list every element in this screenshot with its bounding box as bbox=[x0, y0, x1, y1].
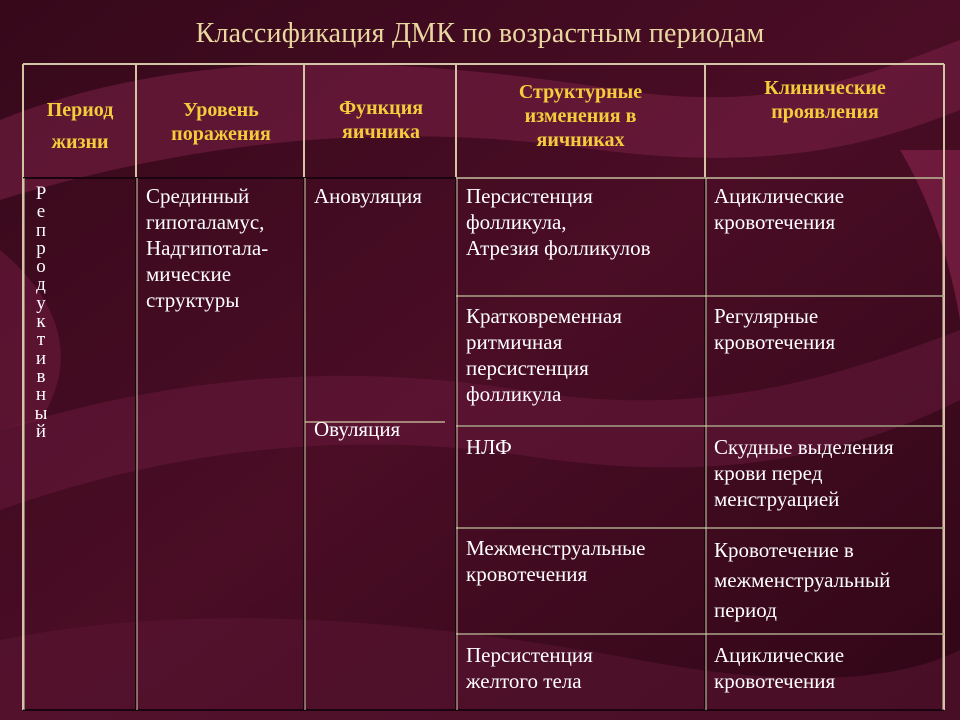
row-2-structural bbox=[466, 303, 702, 407]
row-1-structural bbox=[466, 183, 702, 261]
period-letter: т bbox=[36, 329, 46, 351]
cell-line: кровотечения bbox=[714, 669, 836, 693]
header-structural-line: яичниках bbox=[536, 129, 625, 151]
header-clinical-line: Клинические bbox=[764, 77, 886, 99]
cell-line: период bbox=[714, 598, 777, 622]
header-level-line: Уровень bbox=[183, 99, 259, 121]
function-anovulation: Ановуляция bbox=[314, 184, 422, 208]
cell-line: фолликула, bbox=[466, 210, 567, 234]
row-5-clinical bbox=[714, 642, 942, 694]
header-clinical-line: проявления bbox=[771, 101, 879, 123]
period-letter: й bbox=[35, 420, 47, 442]
period-letter: ы bbox=[34, 402, 48, 424]
period-letter: р bbox=[36, 237, 46, 259]
period-letter: д bbox=[36, 274, 46, 296]
cell-line: желтого тела bbox=[466, 669, 582, 693]
level-line: Надгипотала- bbox=[146, 236, 269, 260]
level-line: гипоталамус, bbox=[146, 210, 265, 234]
period-letter: у bbox=[36, 292, 46, 314]
cell-line: Регулярные bbox=[714, 304, 819, 328]
period-letter: н bbox=[35, 384, 47, 406]
header-period bbox=[26, 94, 134, 158]
period-letter: е bbox=[36, 201, 46, 223]
cell-line: ритмичная bbox=[466, 330, 563, 354]
header-period-line: Период bbox=[46, 99, 114, 121]
level-line: структуры bbox=[146, 288, 240, 312]
cell-line: Кровотечение в bbox=[714, 538, 854, 562]
cell-line: менструацией bbox=[714, 487, 840, 511]
slide-title: Классификация ДМК по возрастным периодам bbox=[195, 18, 765, 49]
cell-line: Ациклические bbox=[714, 643, 845, 667]
header-structural-line: изменения в bbox=[524, 105, 637, 127]
cell-line: Ациклические bbox=[714, 184, 845, 208]
header-clinical bbox=[708, 76, 942, 124]
cell-line: крови перед bbox=[714, 461, 823, 485]
header-structural-line: Структурные bbox=[518, 81, 643, 103]
cell-line: Межменструальные bbox=[466, 536, 646, 560]
header-level bbox=[139, 98, 303, 146]
row-1-clinical bbox=[714, 183, 942, 235]
header-ovary-function-line: яичника bbox=[342, 121, 420, 143]
period-letter: Р bbox=[35, 183, 47, 204]
cell-line: кровотечения bbox=[466, 562, 588, 586]
cell-line: персистенция bbox=[466, 356, 589, 380]
header-structural-changes bbox=[458, 80, 703, 152]
level-value bbox=[146, 183, 302, 313]
period-letter: п bbox=[35, 219, 47, 241]
cell-line: кровотечения bbox=[714, 210, 836, 234]
function-ovulation: Овуляция bbox=[314, 417, 401, 441]
row-4-structural bbox=[466, 535, 702, 587]
row-3-clinical bbox=[714, 434, 942, 512]
row-4-clinical bbox=[714, 535, 942, 625]
cell-line: кровотечения bbox=[714, 330, 836, 354]
row-5-structural bbox=[466, 642, 702, 694]
level-line: Срединный bbox=[146, 184, 250, 208]
header-level-line: поражения bbox=[171, 123, 271, 145]
cell-line: Персистенция bbox=[466, 184, 593, 208]
period-letter: и bbox=[35, 347, 47, 369]
cell-line: Атрезия фолликулов bbox=[466, 236, 651, 260]
period-letter: о bbox=[36, 256, 46, 278]
level-line: мические bbox=[146, 262, 232, 286]
period-letter: к bbox=[36, 311, 46, 333]
period-letter: в bbox=[36, 365, 46, 387]
cell-line: НЛФ bbox=[466, 435, 512, 459]
row-3-structural bbox=[466, 434, 702, 460]
header-ovary-function bbox=[306, 96, 456, 144]
header-ovary-function-line: Функция bbox=[338, 97, 424, 119]
cell-line: Персистенция bbox=[466, 643, 593, 667]
cell-line: межменструальный bbox=[714, 568, 891, 592]
cell-line: фолликула bbox=[466, 382, 562, 406]
period-value-vertical bbox=[30, 185, 52, 441]
cell-line: Скудные выделения bbox=[714, 435, 894, 459]
header-period-line: жизни bbox=[51, 131, 109, 153]
row-2-clinical bbox=[714, 303, 942, 355]
cell-line: Кратковременная bbox=[466, 304, 622, 328]
